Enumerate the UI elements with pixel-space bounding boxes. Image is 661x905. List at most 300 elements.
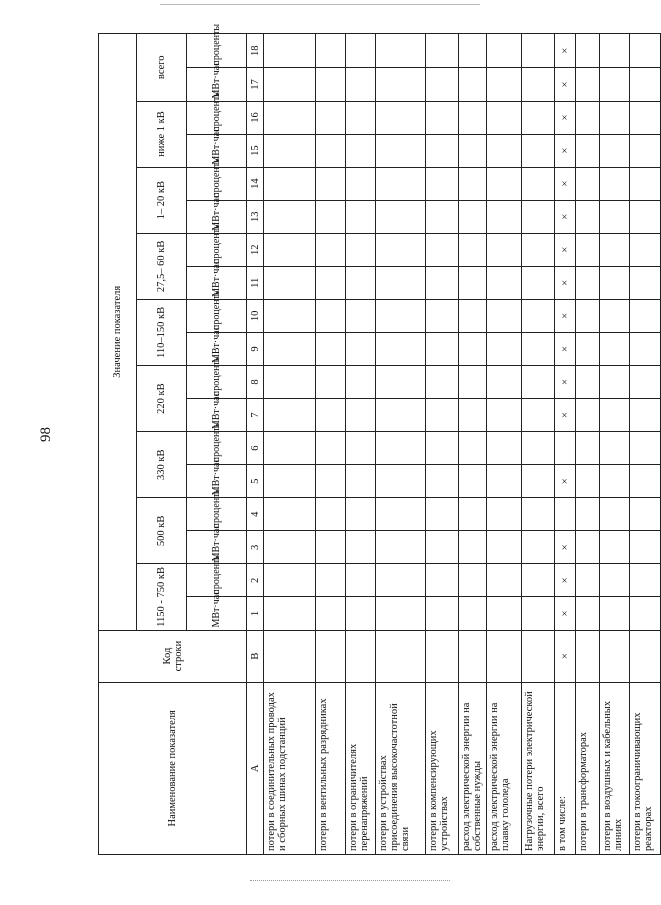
value-cell [630, 465, 661, 498]
value-cell [316, 233, 346, 266]
value-cell: × [555, 597, 576, 630]
value-cell [576, 564, 600, 597]
unit-percent-header: проценты [187, 366, 247, 399]
value-cell [459, 167, 487, 200]
value-cell [264, 531, 316, 564]
unit-percent-header: проценты [187, 101, 247, 134]
value-cell [630, 101, 661, 134]
value-cell [426, 465, 459, 498]
value-cell [522, 167, 555, 200]
value-cell [630, 68, 661, 101]
value-cell [264, 34, 316, 68]
value-cell [576, 332, 600, 365]
row-label: потери в устройствах присоединения высокочастотной связи [376, 682, 426, 854]
value-cell [487, 432, 522, 465]
value-cell [426, 498, 459, 531]
voltage-group-header: 110–150 кВ [137, 299, 187, 365]
value-cell [600, 531, 630, 564]
row-label: расход электрической энергии на плавку гололеда [487, 682, 522, 854]
value-cell [376, 233, 426, 266]
value-cell [459, 399, 487, 432]
value-cell [346, 564, 376, 597]
value-cell [376, 531, 426, 564]
column-number: 4 [247, 498, 264, 531]
value-cell: × [555, 266, 576, 299]
value-cell [522, 233, 555, 266]
col-letter-b: В [247, 630, 264, 682]
value-cell [376, 597, 426, 630]
value-cell [487, 498, 522, 531]
table-row [264, 34, 316, 855]
value-cell [346, 68, 376, 101]
row-code [459, 630, 487, 682]
value-cell [316, 134, 346, 167]
value-cell [376, 101, 426, 134]
unit-mwh-header: МВт·час [187, 266, 247, 299]
value-cell: × [555, 200, 576, 233]
value-cell [264, 233, 316, 266]
value-cell: × [555, 366, 576, 399]
value-cell [426, 299, 459, 332]
row-code [576, 630, 600, 682]
value-cell [316, 498, 346, 531]
value-cell [264, 266, 316, 299]
value-cell [264, 299, 316, 332]
value-cell [630, 299, 661, 332]
table-row [346, 34, 376, 855]
row-label: Нагрузочные потери электрической энергии, всего [522, 682, 555, 854]
value-cell [426, 167, 459, 200]
value-cell [630, 266, 661, 299]
value-cell [316, 266, 346, 299]
voltage-group-header: 1– 20 кВ [137, 167, 187, 233]
value-cell [459, 101, 487, 134]
value-cell [459, 465, 487, 498]
value-cell [264, 465, 316, 498]
value-cell [487, 332, 522, 365]
value-cell [630, 531, 661, 564]
unit-mwh-header: МВт·час [187, 68, 247, 101]
value-cell [316, 68, 346, 101]
value-cell [600, 101, 630, 134]
value-cell [630, 134, 661, 167]
value-cell [264, 399, 316, 432]
value-cell: × [555, 399, 576, 432]
voltage-group-header: 27,5– 60 кВ [137, 233, 187, 299]
value-cell [426, 332, 459, 365]
value-cell: × [555, 134, 576, 167]
column-number: 17 [247, 68, 264, 101]
table-row [522, 34, 555, 855]
value-cell [346, 266, 376, 299]
value-cell [630, 200, 661, 233]
value-cell [600, 597, 630, 630]
value-cell [264, 332, 316, 365]
value-cell [630, 34, 661, 68]
value-cell [316, 597, 346, 630]
value-cell [600, 200, 630, 233]
value-cell [487, 465, 522, 498]
value-cell [600, 233, 630, 266]
unit-percent-header: проценты [187, 299, 247, 332]
value-cell [522, 299, 555, 332]
value-cell [600, 564, 630, 597]
voltage-group-header: 220 кВ [137, 366, 187, 432]
value-cell [426, 432, 459, 465]
value-cell [316, 531, 346, 564]
value-cell [346, 332, 376, 365]
value-cell [316, 34, 346, 68]
table-row [459, 34, 487, 855]
value-cell [522, 266, 555, 299]
value-cell [576, 465, 600, 498]
value-cell [600, 332, 630, 365]
value-cell [459, 299, 487, 332]
value-cell [630, 366, 661, 399]
value-cell [346, 101, 376, 134]
value-cell [576, 531, 600, 564]
column-number: 15 [247, 134, 264, 167]
value-cell [576, 200, 600, 233]
value-cell [487, 200, 522, 233]
row-code [630, 630, 661, 682]
value-cell [487, 564, 522, 597]
value-cell: × [555, 465, 576, 498]
row-label: потери в компенсирующих устройствах [426, 682, 459, 854]
value-cell [487, 167, 522, 200]
value-cell [630, 233, 661, 266]
value-cell [522, 399, 555, 432]
row-label: потери в ограничителях перенапряжений [346, 682, 376, 854]
value-cell: × [555, 531, 576, 564]
value-cell [376, 366, 426, 399]
value-cell [630, 399, 661, 432]
value-cell [346, 134, 376, 167]
value-cell [426, 531, 459, 564]
value-cell [426, 233, 459, 266]
row-code [264, 630, 316, 682]
value-cell [522, 564, 555, 597]
value-cell [346, 366, 376, 399]
value-cell [376, 134, 426, 167]
column-number-row [247, 34, 264, 855]
value-cell [346, 597, 376, 630]
value-cell [522, 366, 555, 399]
value-cell [459, 68, 487, 101]
table-row [316, 34, 346, 855]
value-cell: × [555, 101, 576, 134]
value-cell [264, 200, 316, 233]
value-cell [346, 531, 376, 564]
column-number: 5 [247, 465, 264, 498]
value-cell [376, 465, 426, 498]
value-cell [522, 432, 555, 465]
value-cell [459, 332, 487, 365]
value-cell [487, 597, 522, 630]
row-code [346, 630, 376, 682]
table-row [555, 34, 576, 855]
value-cell [426, 34, 459, 68]
column-number: 9 [247, 332, 264, 365]
column-number: 14 [247, 167, 264, 200]
scan-edge-line [160, 4, 480, 5]
unit-mwh-header: МВт·час [187, 134, 247, 167]
unit-percent-header: проценты [187, 167, 247, 200]
value-cell [426, 266, 459, 299]
value-cell [522, 531, 555, 564]
voltage-group-header: ниже 1 кВ [137, 101, 187, 167]
value-cell [630, 167, 661, 200]
value-cell [346, 432, 376, 465]
value-cell [459, 266, 487, 299]
voltage-group-header: всего [137, 34, 187, 102]
value-cell [264, 101, 316, 134]
row-code [487, 630, 522, 682]
value-cell [487, 68, 522, 101]
value-cell [600, 266, 630, 299]
table-row [600, 34, 630, 855]
value-cell [316, 200, 346, 233]
value-cell [376, 167, 426, 200]
column-number: 18 [247, 34, 264, 68]
unit-mwh-header: МВт·час [187, 200, 247, 233]
row-label: в том числе: [555, 682, 576, 854]
value-cell [459, 498, 487, 531]
bottom-edge-line [250, 880, 450, 881]
value-cell [630, 564, 661, 597]
value-cell: × [555, 34, 576, 68]
value-cell [376, 498, 426, 531]
value-cell [426, 399, 459, 432]
header-name-col: Наименование показателя [99, 682, 247, 854]
voltage-group-header: 500 кВ [137, 498, 187, 564]
value-cell [600, 134, 630, 167]
row-code [376, 630, 426, 682]
value-cell [316, 101, 346, 134]
value-cell [346, 498, 376, 531]
value-cell [316, 564, 346, 597]
value-cell [630, 597, 661, 630]
value-cell [346, 299, 376, 332]
row-code [316, 630, 346, 682]
column-number: 16 [247, 101, 264, 134]
value-cell [376, 399, 426, 432]
value-cell [376, 200, 426, 233]
value-cell [459, 366, 487, 399]
row-code [522, 630, 555, 682]
value-cell [459, 134, 487, 167]
value-cell [576, 366, 600, 399]
value-cell [522, 101, 555, 134]
value-cell [576, 101, 600, 134]
unit-mwh-header: МВт·час [187, 597, 247, 630]
value-cell [487, 266, 522, 299]
value-cell [376, 332, 426, 365]
header-code-col: Код строки [99, 630, 247, 682]
value-cell [264, 68, 316, 101]
row-label: потери в вентильных разрядниках [316, 682, 346, 854]
value-cell: × [555, 233, 576, 266]
value-cell [376, 34, 426, 68]
value-cell [522, 498, 555, 531]
value-cell [576, 432, 600, 465]
voltage-group-header: 330 кВ [137, 432, 187, 498]
row-label: расход электрической энергии на собственные нужды [459, 682, 487, 854]
value-cell [555, 498, 576, 531]
unit-percent-header: проценты [187, 233, 247, 266]
row-code: × [555, 630, 576, 682]
header-value-group: Значение показателя [99, 34, 137, 631]
value-cell [316, 332, 346, 365]
value-cell [346, 200, 376, 233]
column-number: 3 [247, 531, 264, 564]
value-cell [316, 299, 346, 332]
value-cell [426, 134, 459, 167]
value-cell [426, 564, 459, 597]
value-cell [600, 34, 630, 68]
value-cell [487, 233, 522, 266]
value-cell [376, 432, 426, 465]
unit-percent-header: проценты [187, 34, 247, 68]
value-cell [459, 432, 487, 465]
value-cell [600, 498, 630, 531]
value-cell [264, 498, 316, 531]
voltage-group-header: 1150 - 750 кВ [137, 564, 187, 630]
value-cell [264, 432, 316, 465]
value-cell: × [555, 299, 576, 332]
table-row [426, 34, 459, 855]
column-number: 8 [247, 366, 264, 399]
value-cell [459, 564, 487, 597]
column-number: 12 [247, 233, 264, 266]
column-number: 13 [247, 200, 264, 233]
value-cell [316, 399, 346, 432]
value-cell [600, 167, 630, 200]
value-cell [426, 366, 459, 399]
value-cell [264, 366, 316, 399]
value-cell [576, 597, 600, 630]
value-cell [487, 299, 522, 332]
value-cell [630, 332, 661, 365]
value-cell [630, 432, 661, 465]
row-label: потери в трансформаторах [576, 682, 600, 854]
value-cell [576, 266, 600, 299]
value-cell [264, 134, 316, 167]
value-cell [522, 465, 555, 498]
value-cell [487, 531, 522, 564]
value-cell [459, 200, 487, 233]
table-row [487, 34, 522, 855]
value-cell [316, 432, 346, 465]
value-cell [426, 101, 459, 134]
row-label: потери в соединительных проводах и сборных шинах подстанций [264, 682, 316, 854]
value-cell [487, 366, 522, 399]
unit-percent-header: проценты [187, 564, 247, 597]
row-label: потери в воздушных и кабельных линиях [600, 682, 630, 854]
value-cell [600, 299, 630, 332]
value-cell [555, 432, 576, 465]
value-cell [264, 167, 316, 200]
value-cell [576, 134, 600, 167]
row-code [600, 630, 630, 682]
value-cell [600, 465, 630, 498]
unit-mwh-header: МВт·час [187, 465, 247, 498]
value-cell [487, 399, 522, 432]
column-number: 1 [247, 597, 264, 630]
value-cell [346, 167, 376, 200]
value-cell [376, 266, 426, 299]
value-cell [487, 134, 522, 167]
row-label: потери в токоограничивающих реакторах [630, 682, 661, 854]
column-number: 2 [247, 564, 264, 597]
value-cell [426, 68, 459, 101]
rotated-table-wrapper [98, 23, 654, 855]
value-cell [346, 399, 376, 432]
unit-mwh-header: МВт·час [187, 531, 247, 564]
value-cell [376, 564, 426, 597]
value-cell [426, 597, 459, 630]
value-cell [576, 34, 600, 68]
value-cell [522, 34, 555, 68]
unit-mwh-header: МВт·час [187, 399, 247, 432]
value-cell [316, 366, 346, 399]
value-cell [600, 399, 630, 432]
column-number: 7 [247, 399, 264, 432]
value-cell [459, 531, 487, 564]
value-cell [487, 101, 522, 134]
value-cell [376, 68, 426, 101]
value-cell [576, 233, 600, 266]
value-cell [376, 299, 426, 332]
value-cell [264, 597, 316, 630]
value-cell [522, 597, 555, 630]
value-cell [316, 167, 346, 200]
value-cell [459, 233, 487, 266]
value-cell [316, 465, 346, 498]
value-cell [522, 134, 555, 167]
value-cell [576, 167, 600, 200]
value-cell [346, 465, 376, 498]
value-cell [522, 68, 555, 101]
value-cell [600, 432, 630, 465]
value-cell: × [555, 332, 576, 365]
value-cell [346, 233, 376, 266]
table-body [99, 23, 661, 855]
value-cell [576, 498, 600, 531]
value-cell: × [555, 167, 576, 200]
unit-mwh-header: МВт·час [187, 332, 247, 365]
table-row [376, 34, 426, 855]
column-number: 11 [247, 266, 264, 299]
value-cell [459, 597, 487, 630]
value-cell [264, 564, 316, 597]
page-number: 98 [38, 427, 54, 442]
value-cell [522, 200, 555, 233]
row-code [426, 630, 459, 682]
col-letter-a: А [247, 682, 264, 854]
unit-percent-header: проценты [187, 432, 247, 465]
value-cell [426, 200, 459, 233]
value-cell [459, 34, 487, 68]
value-cell [346, 34, 376, 68]
value-cell: × [555, 564, 576, 597]
value-cell [630, 498, 661, 531]
column-number: 6 [247, 432, 264, 465]
value-cell [576, 68, 600, 101]
indicator-table [98, 23, 661, 855]
value-cell [600, 366, 630, 399]
value-cell: × [555, 68, 576, 101]
